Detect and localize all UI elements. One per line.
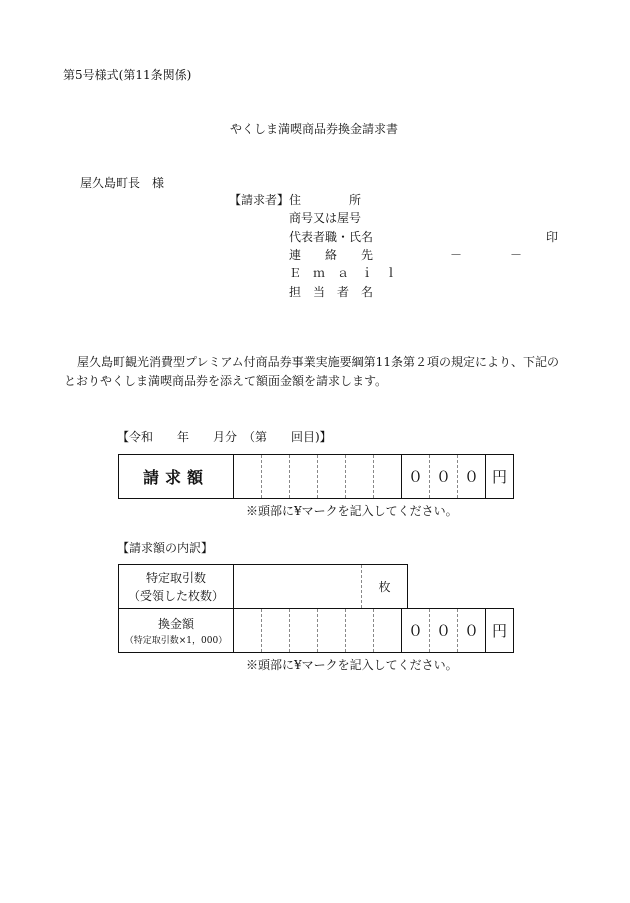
digit-box[interactable] — [262, 609, 290, 653]
count-label — [119, 565, 234, 609]
digit-zero: ０ — [458, 609, 486, 653]
period-label: 【令和 年 月分 （第 回目)】 — [117, 430, 332, 444]
yen-unit: 円 — [486, 609, 514, 653]
body-line-1: 屋久島町観光消費型プレミアム付商品券事業実施要綱第11条第２項の規定により、下記の — [77, 355, 559, 369]
addressee: 屋久島町長 様 — [80, 176, 165, 190]
count-table — [118, 564, 408, 609]
contact-dash-2: － — [510, 248, 523, 262]
digit-box[interactable] — [290, 609, 318, 653]
page-title: やくしま満喫商品券換金請求書 — [230, 122, 399, 136]
digit-box[interactable] — [318, 609, 346, 653]
email-label: Ｅ ｍ ａ ｉ ｌ — [289, 266, 398, 280]
breakdown-heading: 【請求額の内訳】 — [117, 541, 214, 555]
contact-dash-1: － — [450, 248, 463, 262]
claim-amount-label: 請求額 — [119, 455, 234, 499]
digit-zero: ０ — [402, 455, 430, 499]
digit-box[interactable] — [318, 455, 346, 499]
note-yen-mark-1: ※頭部に¥マークを記入してください。 — [246, 504, 458, 518]
digit-box[interactable] — [234, 609, 262, 653]
digit-zero: ０ — [402, 609, 430, 653]
exchange-label-sub: （特定取引数×1，000） — [124, 636, 228, 646]
note-yen-mark-2: ※頭部に¥マークを記入してください。 — [246, 658, 458, 672]
digit-box[interactable] — [346, 455, 374, 499]
contact-label: 連 絡 先 — [289, 248, 374, 262]
representative-label: 代表者職・氏名 — [289, 230, 374, 244]
yen-unit: 円 — [486, 455, 514, 499]
count-label-line-2: （受領した枚数） — [127, 588, 224, 603]
digit-zero: ０ — [458, 455, 486, 499]
count-label-line-1: 特定取引数 — [145, 570, 206, 585]
seal-mark: 印 — [546, 230, 559, 244]
claim-amount-table — [118, 454, 514, 499]
digit-box[interactable] — [374, 455, 402, 499]
body-line-2: とおりやくしま満喫商品券を添えて額面金額を請求します。 — [64, 374, 388, 388]
address-label: 住 所 — [289, 193, 362, 207]
digit-box[interactable] — [234, 455, 262, 499]
form-number: 第5号様式(第11条関係) — [63, 68, 192, 82]
exchange-amount-table — [118, 608, 514, 653]
exchange-label-main: 換金額 — [157, 617, 194, 631]
digit-box[interactable] — [346, 609, 374, 653]
digit-zero: ０ — [430, 609, 458, 653]
digit-box[interactable] — [374, 609, 402, 653]
count-unit: 枚 — [362, 565, 408, 609]
business-name-label: 商号又は屋号 — [289, 211, 362, 225]
person-in-charge-label: 担 当 者 名 — [289, 285, 374, 299]
digit-zero: ０ — [430, 455, 458, 499]
exchange-label — [119, 609, 234, 653]
requester-label: 【請求者】 — [229, 193, 290, 207]
digit-box[interactable] — [262, 455, 290, 499]
count-input[interactable] — [234, 565, 362, 609]
digit-box[interactable] — [290, 455, 318, 499]
body-paragraph — [64, 353, 574, 391]
